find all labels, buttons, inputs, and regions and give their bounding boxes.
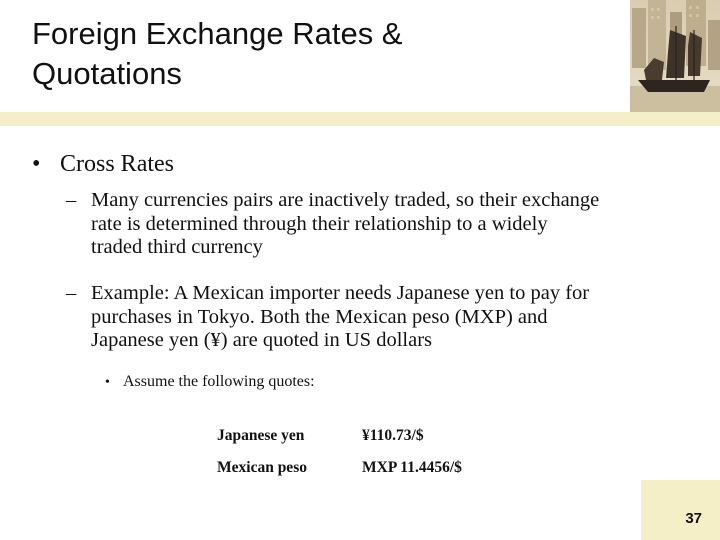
quote-rate: ¥110.73/$: [362, 427, 424, 444]
bullet-label: Cross Rates: [60, 151, 174, 177]
subbullet-inactive-pairs: [66, 189, 696, 260]
subbullet-example: [66, 282, 696, 353]
subbullet-line: Example: A Mexican importer needs Japanese yen to pay for: [91, 282, 590, 304]
subsub-label: Assume the following quotes:: [123, 373, 315, 390]
subbullet-line: Many currencies pairs are inactively traded, so their exchange: [91, 189, 600, 211]
dash-marker: –: [66, 282, 77, 304]
quote-currency: Japanese yen: [217, 427, 305, 444]
title-line-2: Quotations: [32, 56, 182, 91]
subbullet-line: rate is determined through their relationship to a widely: [91, 212, 548, 235]
subbullet-line: purchases in Tokyo. Both the Mexican peso (MXP) and: [91, 305, 548, 328]
bullet-marker: •: [105, 375, 110, 390]
bullet-cross-rates: [32, 150, 174, 178]
dash-marker: –: [66, 189, 77, 211]
bullet-marker: •: [32, 151, 41, 177]
subsub-bullet-assume: [105, 372, 315, 393]
subbullet-line: Japanese yen (¥) are quoted in US dollars: [91, 329, 432, 351]
page-number-box: [641, 480, 720, 540]
quote-rate: MXP 11.4456/$: [362, 459, 462, 476]
title-line-1: Foreign Exchange Rates &: [32, 16, 403, 51]
junk-boat-photo: [630, 0, 720, 112]
page-number: 37: [685, 510, 702, 527]
title-accent-band: [0, 112, 720, 126]
slide-title: [32, 14, 592, 94]
subbullet-line: traded third currency: [91, 236, 263, 258]
quote-currency: Mexican peso: [217, 459, 307, 476]
